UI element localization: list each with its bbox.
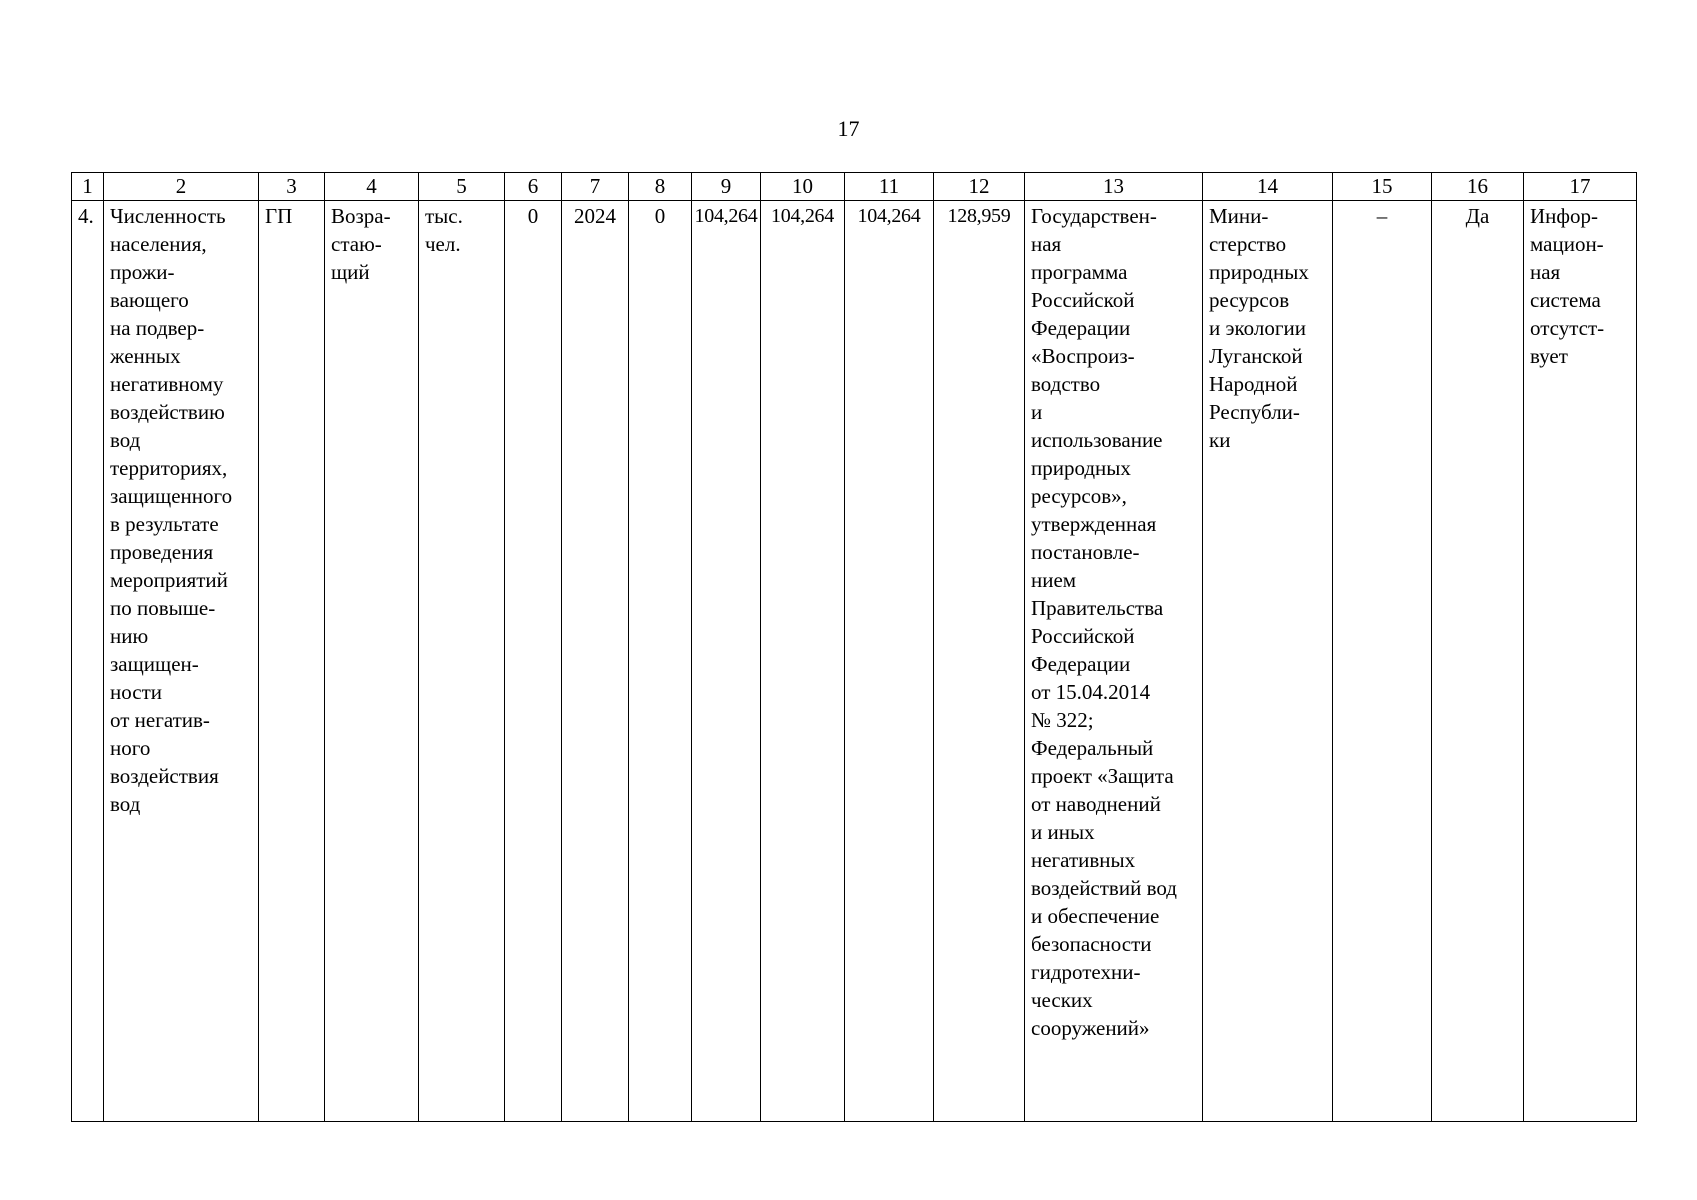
column-header-14: 14 <box>1203 173 1333 201</box>
row-number: 4. <box>78 204 94 228</box>
column-header-5: 5 <box>419 173 505 201</box>
base-value: 0 <box>527 204 539 228</box>
trend-cell <box>325 201 419 1122</box>
value-col10-cell <box>761 201 845 1122</box>
value-col12-cell <box>934 201 1025 1122</box>
value-col8-cell <box>629 201 692 1122</box>
table-row <box>72 201 1637 1122</box>
base-year: 2024 <box>574 204 616 228</box>
program-document: Государствен- ная программа Российской Федерации «Воспроиз- водство и использование природных ресурсов», утвержденная постановле- нием Правительства Российской Федерации от 15.04.2014 № 322; Федеральный проект «Защита от наводнений и иных негативных воздействий вод и обеспечение безопасности гидротехни- ческих сооружений» <box>1031 204 1177 1040</box>
column-header-6: 6 <box>505 173 562 201</box>
column-header-4: 4 <box>325 173 419 201</box>
column-header-2: 2 <box>104 173 259 201</box>
column-header-9: 9 <box>692 173 761 201</box>
column-header-16: 16 <box>1432 173 1524 201</box>
base-year-cell <box>562 201 629 1122</box>
value-col11: 104,264 <box>857 205 921 227</box>
column-header-17: 17 <box>1524 173 1637 201</box>
trend-value: Возра- стаю- щий <box>331 204 391 284</box>
column-header-7: 7 <box>562 173 629 201</box>
page-number: 17 <box>837 116 860 141</box>
column-header-8: 8 <box>629 173 692 201</box>
indicator-table <box>71 172 1637 1122</box>
indicator-name: Численность населения, прожи- вающего на подвер- женных негативному воздействию вод территориях, защищенного в результате проведения мероприятий по повыше- нию защищен- ности от негатив- ного воздействия вод <box>110 204 233 816</box>
value-col16-cell <box>1432 201 1524 1122</box>
indicator-name-cell <box>104 201 259 1122</box>
base-value-cell <box>505 201 562 1122</box>
unit-cell <box>419 201 505 1122</box>
unit-value: тыс. чел. <box>425 204 463 256</box>
value-col10: 104,264 <box>771 205 834 227</box>
information-system: Инфор- мацион- ная система отсутст- вует <box>1530 204 1605 368</box>
value-col9-cell <box>692 201 761 1122</box>
information-system-cell <box>1524 201 1637 1122</box>
value-col11-cell <box>845 201 934 1122</box>
value-col12: 128,959 <box>947 205 1011 227</box>
value-col8: 0 <box>654 204 666 228</box>
column-header-12: 12 <box>934 173 1025 201</box>
column-header-3: 3 <box>259 173 325 201</box>
value-col15-cell <box>1333 201 1432 1122</box>
column-header-13: 13 <box>1025 173 1203 201</box>
column-header-11: 11 <box>845 173 934 201</box>
row-number-cell <box>72 201 104 1122</box>
value-col15: – <box>1376 204 1388 228</box>
column-header-10: 10 <box>761 173 845 201</box>
column-header-15: 15 <box>1333 173 1432 201</box>
responsible-body-cell <box>1203 201 1333 1122</box>
value-col9: 104,264 <box>694 205 758 227</box>
program-document-cell <box>1025 201 1203 1122</box>
responsible-body: Мини- стерство природных ресурсов и экологии Луганской Народной Республи- ки <box>1209 204 1309 452</box>
column-header-1: 1 <box>72 173 104 201</box>
value-col16: Да <box>1465 204 1490 228</box>
column-number-row <box>72 173 1637 201</box>
level-value: ГП <box>265 204 293 228</box>
level-cell <box>259 201 325 1122</box>
